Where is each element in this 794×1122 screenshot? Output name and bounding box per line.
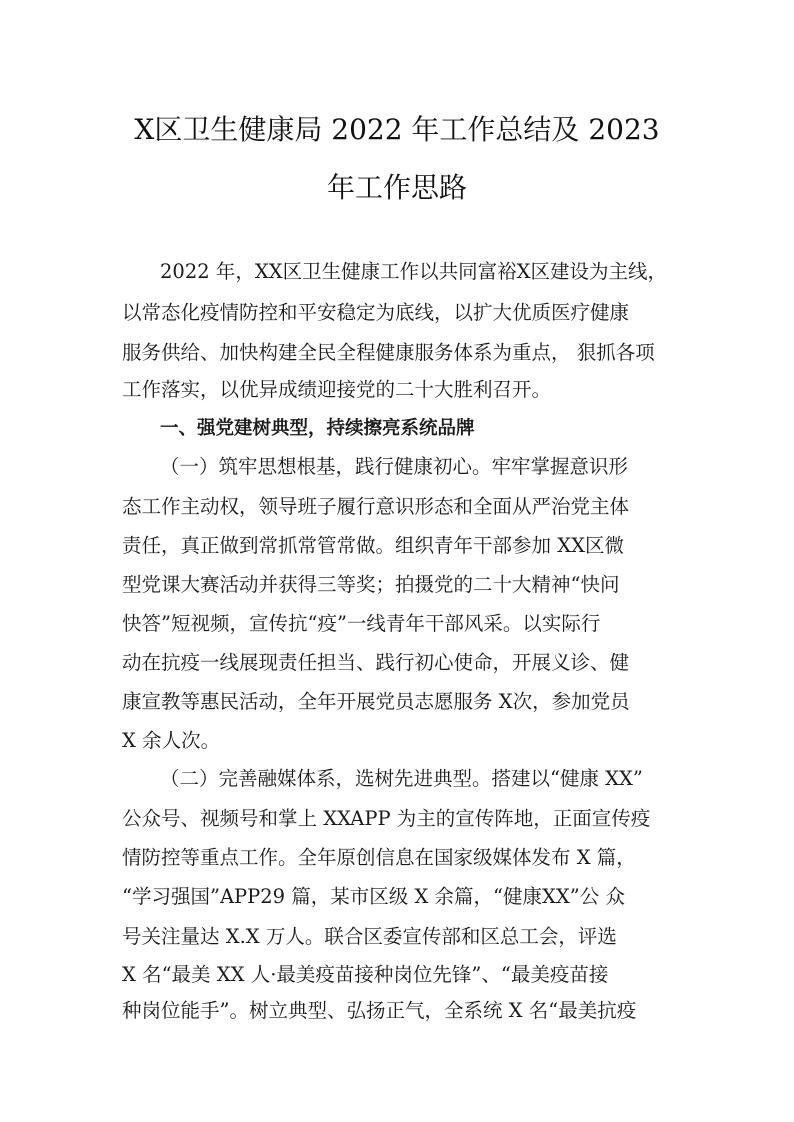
paragraph-line: 2022 年，XX区卫生健康工作以共同富裕X区建设为主线， — [160, 260, 667, 283]
document-title-line-1: X区卫生健康局 2022 年工作总结及 2023 — [134, 113, 660, 146]
paragraph-line: 情防控等重点工作。全年原创信息在国家级媒体发布 X 篇， — [122, 846, 636, 869]
paragraph-line: X 余人次。 — [122, 729, 221, 752]
paragraph-line: 服务供给、加快构建全民全程健康服务体系为重点， 狠抓各项 — [122, 341, 655, 364]
paragraph-line: （一）筑牢思想根基，践行健康初心。牢牢掌握意识形 — [160, 455, 629, 478]
paragraph-line: 工作落实，以优异成绩迎接党的二十大胜利召开。 — [122, 378, 552, 401]
paragraph-line: 快答”短视频，宣传抗“疫”一线青年干部风采。以实际行 — [122, 612, 601, 635]
paragraph-line: （二）完善融媒体系，选树先进典型。搭建以“健康 XX” — [160, 767, 643, 790]
paragraph-line: 以常态化疫情防控和平安稳定为底线，以扩大优质医疗健康 — [122, 301, 630, 324]
paragraph-line: 责任，真正做到常抓常管常做。组织青年干部参加 XX区微 — [122, 534, 624, 557]
paragraph-line: 康宣教等惠民活动，全年开展党员志愿服务 X次，参加党员 — [122, 690, 630, 713]
paragraph-line: 公众号、视频号和掌上 XXAPP 为主的宣传阵地，正面宣传疫 — [122, 807, 651, 830]
paragraph-line: “学习强国”APP29 篇，某市区级 X 余篇，“健康XX”公 众 — [122, 885, 625, 908]
paragraph-line: 号关注量达 X.X 万人。联合区委宣传部和区总工会，评选 — [122, 925, 617, 948]
section-heading: 一、强党建树典型，持续擦亮系统品牌 — [160, 418, 475, 439]
paragraph-line: 动在抗疫一线展现责任担当、践行初心使命，开展义诊、健 — [122, 651, 630, 674]
paragraph-line: X 名“最美 XX 人·最美疫苗接种岗位先锋”、“最美疫苗接 — [122, 963, 609, 986]
paragraph-line: 态工作主动权，领导班子履行意识形态和全面从严治党主体 — [122, 495, 630, 518]
paragraph-line: 种岗位能手”。树立典型、弘扬正气，全系统 X 名“最美抗疫 — [122, 999, 637, 1022]
document-title-line-2: 年工作思路 — [326, 171, 467, 204]
paragraph-line: 型党课大赛活动并获得三等奖；拍摄党的二十大精神“快问 — [122, 573, 620, 596]
